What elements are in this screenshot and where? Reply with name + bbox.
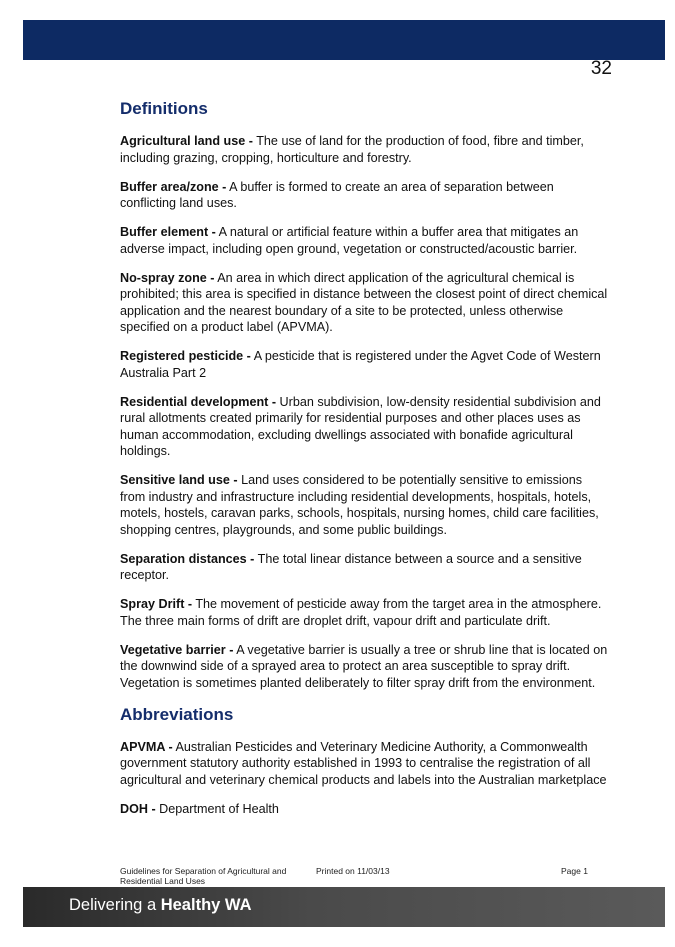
abbreviation-item: [120, 801, 610, 818]
abbreviation-term: DOH -: [120, 801, 156, 816]
definition-item: [120, 133, 610, 166]
definition-item: [120, 551, 610, 584]
definition-item: [120, 642, 610, 692]
definitions-heading: Definitions: [120, 99, 208, 118]
definition-text: A natural or artificial feature within a buffer area that mitigates an adverse impact, including open ground, vegetation or constructed/acoustic barrier.: [120, 225, 579, 256]
definition-text: Land uses considered to be potentially sensitive to emissions from industry and infrastructure including residential developments, hospitals, hotels, motels, hostels, caravan parks, schools, hospitals, nursing homes, child care facilities, shopping centres, playgrounds, and some public buildings.: [120, 473, 599, 537]
definition-text: An area in which direct application of the agricultural chemical is prohibited; this area is specified in distance between the closest point of direct chemical application and the nearest boundary of a site to be protected, unless otherwise specified on a product label (APVMA).: [120, 270, 608, 334]
footer-page-number: Page 1: [561, 866, 588, 876]
definition-term: Vegetative barrier -: [120, 642, 234, 657]
definition-item: [120, 596, 610, 629]
definition-item: [120, 348, 610, 381]
definition-term: Residential development -: [120, 394, 277, 409]
definition-text: A buffer is formed to create an area of separation between conflicting land uses.: [120, 179, 554, 210]
definition-text: The movement of pesticide away from the target area in the atmosphere. The three main forms of drift are droplet drift, vapour drift and particulate drift.: [120, 597, 602, 628]
definition-term: Buffer element -: [120, 225, 216, 239]
definition-text: The use of land for the production of food, fibre and timber, including grazing, cropping, horticulture and forestry.: [120, 134, 584, 165]
footer-tagline: [69, 894, 252, 916]
footer-band: [23, 887, 665, 927]
definition-text: A pesticide that is registered under the Agvet Code of Western Australia Part 2: [120, 349, 601, 380]
definition-item: [120, 472, 610, 538]
footer-printed-date: Printed on 11/03/13: [316, 866, 390, 876]
abbreviation-text: Department of Health: [155, 801, 279, 816]
definition-term: Buffer area/zone -: [120, 179, 227, 194]
footer-document-title: Guidelines for Separation of Agricultural and Residential Land Uses: [120, 866, 287, 886]
header-band: [23, 20, 665, 60]
definition-item: [120, 394, 610, 460]
definition-item: [120, 270, 610, 336]
abbreviations-heading: Abbreviations: [120, 704, 234, 724]
definition-term: No-spray zone -: [120, 270, 215, 285]
definition-term: Sensitive land use -: [120, 473, 238, 487]
definition-text: The total linear distance between a source and a sensitive receptor.: [120, 551, 582, 582]
abbreviation-text: Australian Pesticides and Veterinary Medicine Authority, a Commonwealth government statutory authority established in 1993 to centralise the registration of all agricultural and veterinary chemical products and labels into the Australian marketplace: [120, 739, 607, 787]
definition-term: Agricultural land use -: [120, 134, 253, 148]
definition-term: Separation distances -: [120, 551, 255, 566]
definition-term: Spray Drift -: [120, 597, 193, 611]
abbreviation-item: [120, 739, 610, 789]
definition-term: Registered pesticide -: [120, 349, 251, 363]
definition-text: A vegetative barrier is usually a tree or shrub line that is located on the downwind side of a sprayed area to protect an area susceptible to spray drift. Vegetation is sometimes planted deliberately to filter spray drift from the environment.: [120, 642, 608, 690]
document-body: [120, 98, 610, 830]
abbreviation-term: APVMA -: [120, 739, 173, 754]
definition-item: [120, 179, 610, 212]
definition-item: [120, 224, 610, 257]
tagline-prefix: Delivering a: [69, 896, 161, 914]
definition-text: Urban subdivision, low-density residential subdivision and rural allotments created primarily for residential purposes and other places uses as human accommodation, excluding dwellings associated with bonafide agricultural holdings.: [120, 394, 601, 458]
tagline-strong: Healthy WA: [160, 896, 252, 914]
page-number: 32: [590, 58, 612, 79]
